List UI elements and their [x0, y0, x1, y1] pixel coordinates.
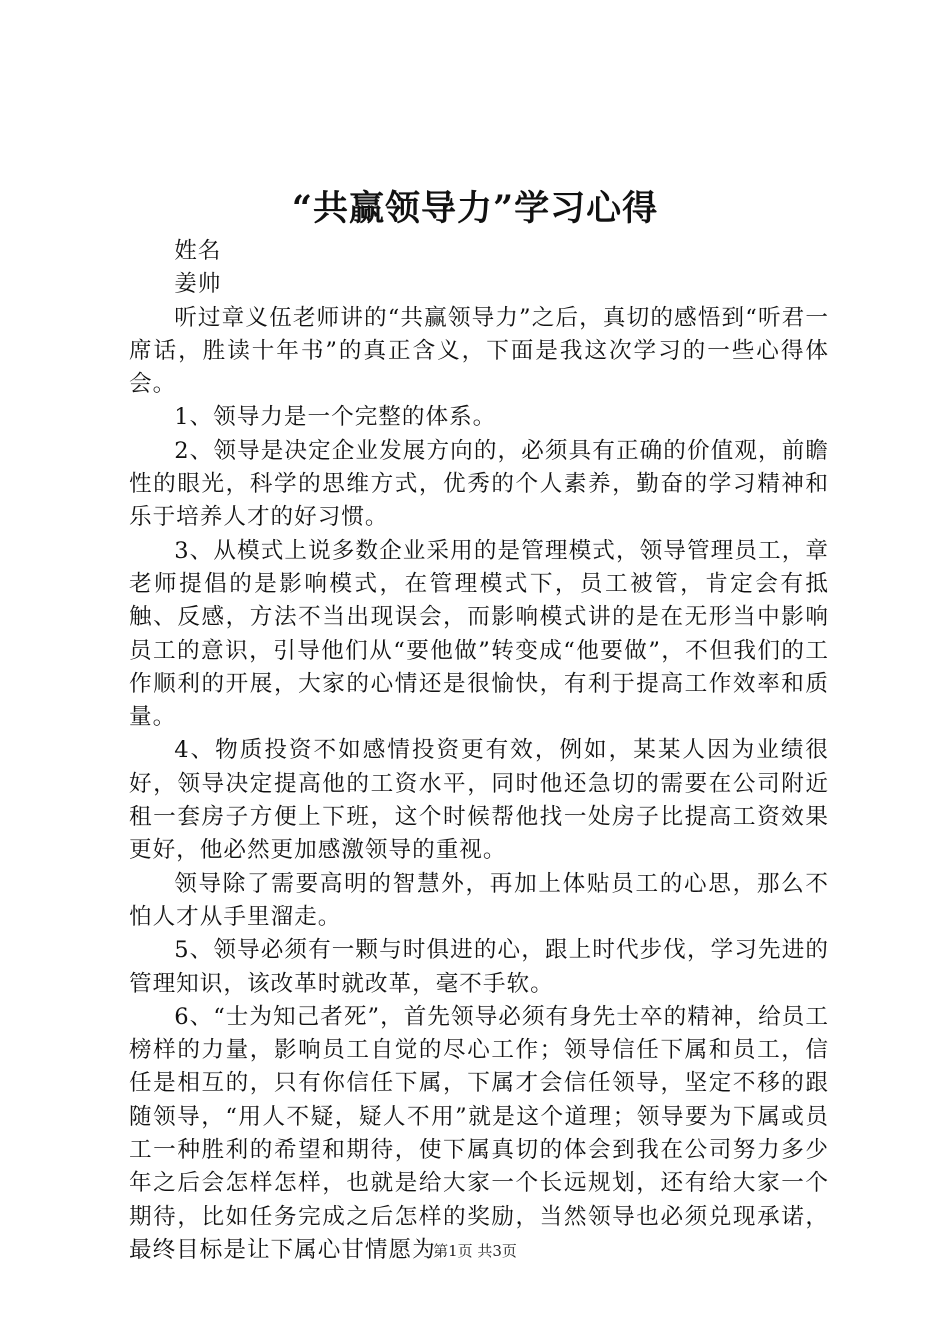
- point-6-paragraph: 6、“士为知己者死”，首先领导必须有身先士卒的精神，给员工榜样的力量，影响员工自觉的尽心工作；领导信任下属和员工，信任是相互的，只有你信任下属，下属才会信任领导，坚定不移的跟随领导，“用人不疑，疑人不用”就是这个道理；领导要为下属或员工一种胜利的希望和期待，使下属真切的体会到我在公司努力多少年之后会怎样怎样，也就是给大家一个长远规划，还有给大家一个期待，比如任务完成之后怎样的奖励，当然领导也必须兑现承诺，最终目标是让下属心甘情愿为: [129, 1003, 829, 1263]
- point-1-paragraph: 1、领导力是一个完整的体系。: [174, 404, 497, 431]
- point-4-paragraph: 4、物质投资不如感情投资更有效，例如，某某人因为业绩很好，领导决定提高他的工资水平，同时他还急切的需要在公司附近租一套房子方便上下班，这个时候帮他找一处房子比提高工资效果更好，他必然更加感激领导的重视。: [129, 737, 829, 864]
- document-body: [129, 235, 829, 1267]
- author-label: 姓名: [174, 238, 222, 264]
- point-3-paragraph: 3、从模式上说多数企业采用的是管理模式，领导管理员工，章老师提倡的是影响模式，在管理模式下，员工被管，肯定会有抵触、反感，方法不当出现误会，而影响模式讲的是在无形当中影响员工的意识，引导他们从“要他做”转变成“他要做”，不但我们的工作顺利的开展，大家的心情还是很愉快，有利于提高工作效率和质量。: [129, 537, 829, 731]
- page-footer: 第1页 共3页: [433, 1242, 517, 1260]
- point-2-paragraph: 2、领导是决定企业发展方向的，必须具有正确的价值观，前瞻性的眼光，科学的思维方式，优秀的个人素养，勤奋的学习精神和乐于培养人才的好习惯。: [129, 437, 829, 531]
- author-name: 姜帅: [174, 271, 222, 298]
- point-5-paragraph: 5、领导必须有一颗与时俱进的心，跟上时代步伐，学习先进的管理知识，该改革时就改革，毫不手软。: [129, 937, 829, 997]
- point-4-note-paragraph: 领导除了需要高明的智慧外，再加上体贴员工的心思，那么不怕人才从手里溜走。: [129, 870, 829, 930]
- intro-paragraph: 听过章义伍老师讲的“共赢领导力”之后，真切的感悟到“听君一席话，胜读十年书”的真正含义，下面是我这次学习的一些心得体会。: [129, 304, 829, 398]
- document-title: “共赢领导力”学习心得: [291, 188, 659, 229]
